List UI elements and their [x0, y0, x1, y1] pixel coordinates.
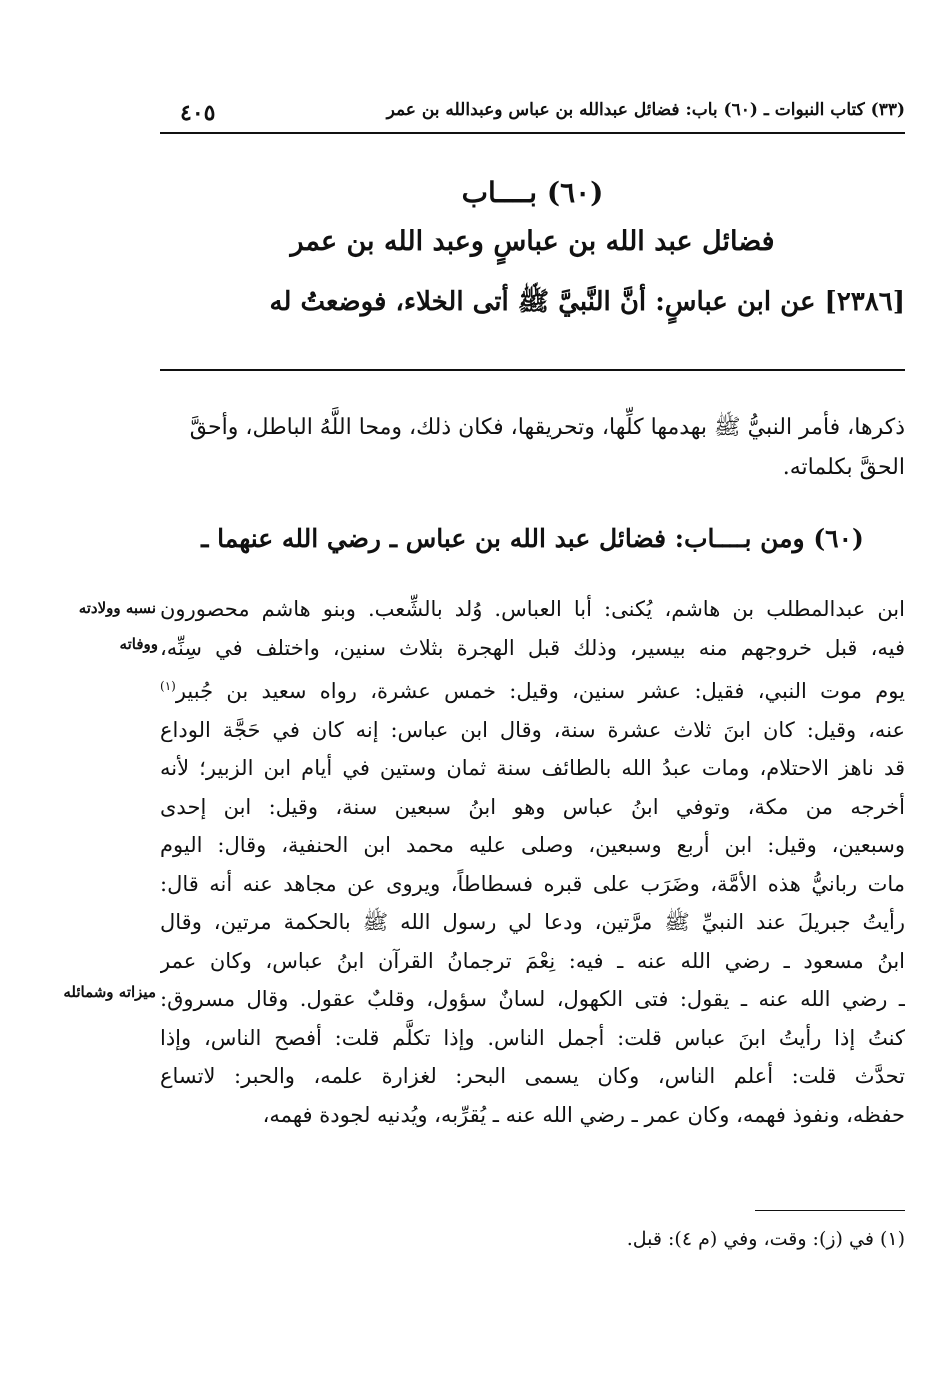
commentary-line: مات ربانيُّ هذه الأمَّة، وضَرَب على قبره فسطاطاً، ويروى عن مجاهد عنه أنه قال:: [160, 871, 905, 896]
chapter-title: فضائل عبد الله بن عباسٍ وعبد الله بن عمر: [290, 226, 775, 257]
commentary-line: كنتُ إذا رأيتُ ابنَ عباس قلت: أجمل الناس. وإذا تكلَّم قلت: أفصح الناس، وإذا: [160, 1025, 905, 1050]
header-rule: [160, 132, 905, 134]
commentary-line: ـ رضي الله عنه ـ يقول: فتى الكهول، لسانٌ سؤول، وقلبٌ عقول. وقال مسروق:: [160, 987, 905, 1011]
section-heading: (٦٠) ومن بــــاب: فضائل عبد الله بن عباس ـ رضي الله عنهما ـ: [201, 524, 864, 553]
page-header: [160, 100, 905, 132]
page-number: ٤٠٥: [180, 100, 216, 126]
commentary-line: فيه، قبل خروجهم منه بيسير، وذلك قبل الهجرة بثلاث سنين، واختلف في سِنِّه،: [160, 635, 905, 660]
commentary-line-text: يوم موت النبي، فقيل: عشر سنين، وقيل: خمس عشرة، رواه سعيد بن جُبير: [175, 679, 905, 703]
commentary-line: [160, 667, 905, 711]
margin-note-virtues: ميزاته وشمائله: [63, 983, 156, 1001]
commentary-line: تحدَّث قلت: أعلم الناس، وكان يسمى البحر: لغزارة علمه، والحبر: لاتساع: [160, 1064, 905, 1088]
footnote-rule: [755, 1210, 905, 1211]
footnote: (١) في (ز): وقت، وفي (م ٤): قبل.: [626, 1228, 905, 1250]
margin-note-death: ووفاته: [119, 635, 158, 653]
hadith-opening: [٢٣٨٦] عن ابن عباسٍ: أنَّ النَّبيَّ ﷺ أتى الخلاء، فوضعتُ له: [269, 287, 905, 317]
commentary-line: ابنُ مسعود ـ رضي الله عنه ـ فيه: نِعْمَ ترجمانُ القرآن ابنُ عباس، وكان عمر: [160, 948, 905, 973]
chapter-number: (٦٠) بــــاب: [461, 176, 604, 209]
commentary-line: رأيتُ جبريلَ عند النبيِّ ﷺ مرَّتين، ودعا لي رسول الله ﷺ بالحكمة مرتين، وقال: [160, 910, 905, 934]
commentary-line: وسبعين، وقيل: ابن أربع وسبعين، وصلى عليه محمد ابن الحنفية، وقال: اليوم: [160, 833, 905, 857]
commentary-line: أخرجه من مكة، وتوفي ابنُ عباس وهو ابنُ سبعين سنة، وقيل: ابن إحدى: [160, 794, 905, 819]
margin-note-birth: نسبه وولادته: [78, 599, 156, 617]
commentary: [160, 590, 905, 1134]
running-title: (٣٣) كتاب النبوات ـ (٦٠) باب: فضائل عبدالله بن عباس وعبدالله بن عمر: [386, 100, 905, 120]
commentary-line: حفظه، ونفوذ فهمه، وكان عمر ـ رضي الله عنه ـ يُقرِّبه، ويُدنيه لجودة فهمه،: [262, 1102, 905, 1127]
section-rule: [160, 369, 905, 371]
commentary-line: قد ناهز الاحتلام، ومات عبدُ الله بالطائف سنة ثمان وستين في أيام ابن الزبير؛ لأنه: [160, 756, 905, 780]
commentary-line: عنه، وقيل: كان ابنَ ثلاث عشرة سنة، وقال ابن عباس: إنه كان في حَجَّة الوداع: [160, 717, 905, 742]
footnote-marker: (١): [160, 679, 176, 693]
hadith-continuation: ذكرها، فأمر النبيُّ ﷺ بهدمها كلِّها، وتحريقها، فكان ذلك، ومحا اللَّهُ الباطل، وأحقَّ الحقَّ بكلماته.: [189, 415, 905, 480]
commentary-line: ابن عبدالمطلب بن هاشم، يُكنى: أبا العباس. وُلد بالشِّعب. وبنو هاشم محصورون: [160, 597, 905, 621]
